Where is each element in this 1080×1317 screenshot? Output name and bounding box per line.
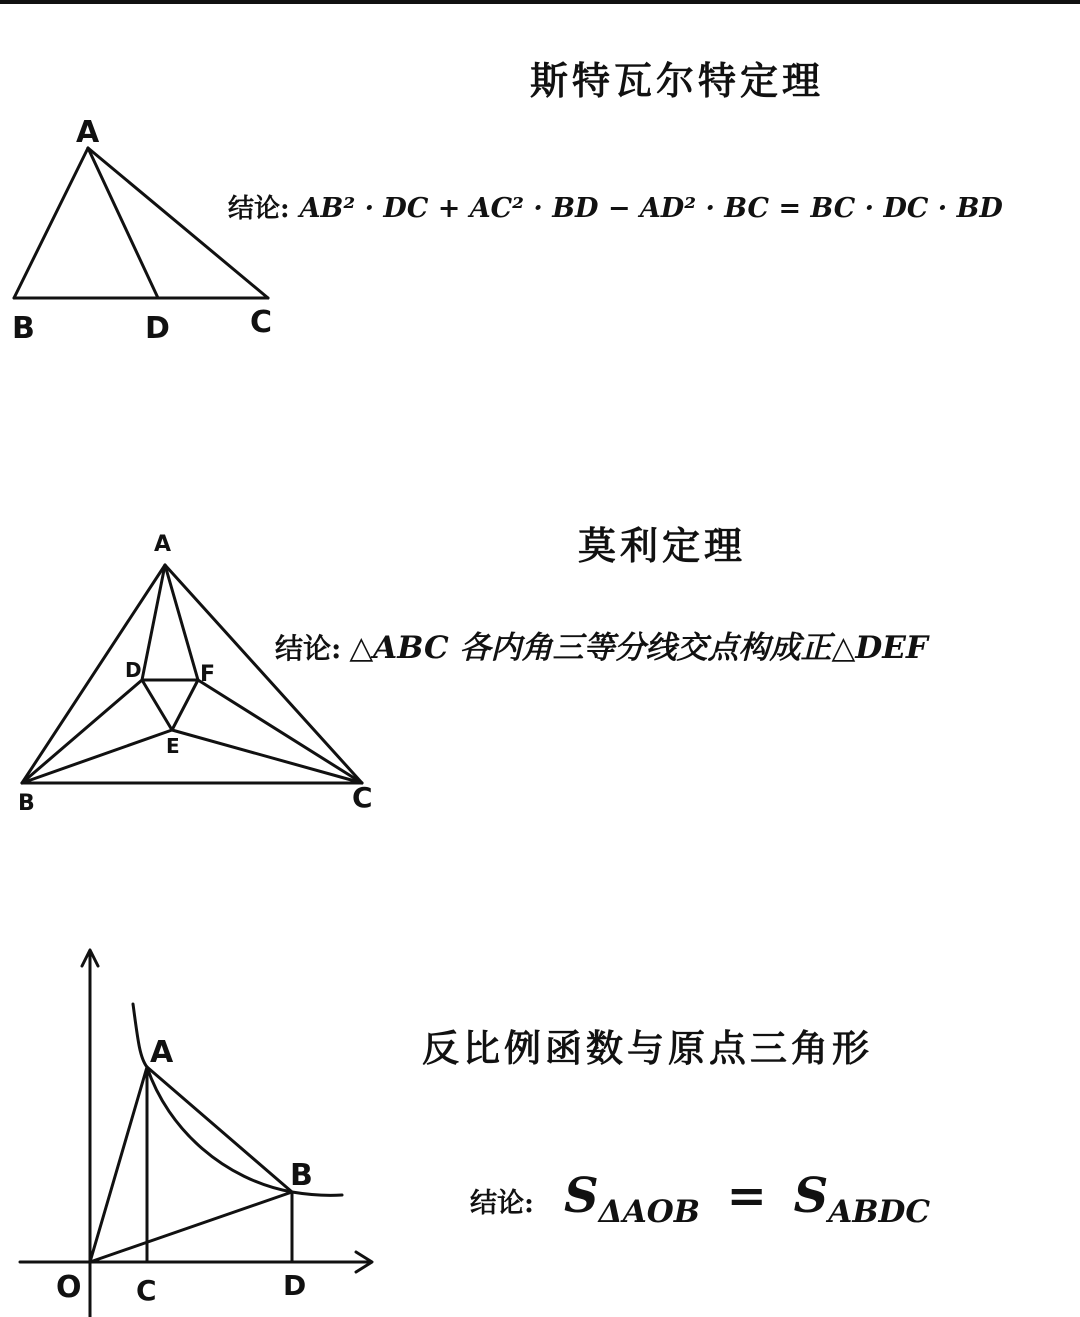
conclusion-label: 结论:: [228, 194, 290, 224]
point-label-a: A: [150, 1035, 174, 1070]
trisector-b-e: [22, 730, 172, 783]
conclusion-label: 结论:: [275, 632, 342, 665]
point-label-d: D: [125, 658, 142, 682]
segment-ob: [90, 1192, 292, 1262]
segment-oa: [90, 1067, 147, 1262]
point-label-a: A: [154, 532, 172, 557]
point-label-d: D: [145, 311, 170, 346]
inverse-function-diagram: [0, 940, 400, 1317]
morley-formula: △ABC 各内角三等分线交点构成正△DEF: [349, 630, 928, 666]
area-symbol-left: S: [563, 1168, 599, 1224]
segment-ad: [88, 148, 158, 298]
trisector-b-d: [22, 680, 142, 783]
section-title-stewart: 斯特瓦尔特定理: [530, 58, 825, 103]
point-label-f: F: [200, 662, 216, 687]
section-title-inverse: 反比例函数与原点三角形: [422, 1026, 873, 1070]
point-label-b: B: [12, 311, 35, 346]
point-label-b: B: [18, 791, 35, 816]
conclusion-stewart: [228, 188, 1003, 225]
conclusion-label: 结论:: [470, 1188, 534, 1219]
section-title-morley: 莫利定理: [578, 523, 747, 568]
equals-sign: =: [726, 1168, 767, 1224]
point-label-c: C: [136, 1274, 157, 1307]
stewart-diagram: [0, 100, 300, 350]
point-label-d: D: [283, 1269, 307, 1302]
area-subscript-abdc: ABDC: [828, 1194, 931, 1230]
point-label-e: E: [166, 734, 180, 758]
segment-ab: [147, 1067, 292, 1192]
top-border: [0, 0, 1080, 4]
point-label-o: O: [56, 1270, 82, 1305]
morley-diagram: [0, 525, 400, 825]
segment-ab: [14, 148, 88, 298]
conclusion-inverse: [470, 1168, 930, 1230]
point-label-c: C: [352, 781, 373, 814]
trisector-c-e: [172, 730, 362, 783]
equilateral-def: [142, 680, 198, 730]
area-formula: [564, 1168, 930, 1230]
point-label-c: C: [250, 305, 273, 340]
point-label-b: B: [290, 1158, 313, 1193]
point-label-a: A: [76, 115, 100, 150]
stewart-formula: AB² · DC + AC² · BD − AD² · BC = BC · DC · BD: [299, 193, 1003, 224]
area-symbol-right: S: [793, 1168, 829, 1224]
conclusion-morley: [275, 622, 928, 667]
segment-ac: [165, 565, 362, 783]
area-subscript-aob: ΔAOB: [598, 1194, 700, 1230]
trisector-c-f: [198, 680, 362, 783]
